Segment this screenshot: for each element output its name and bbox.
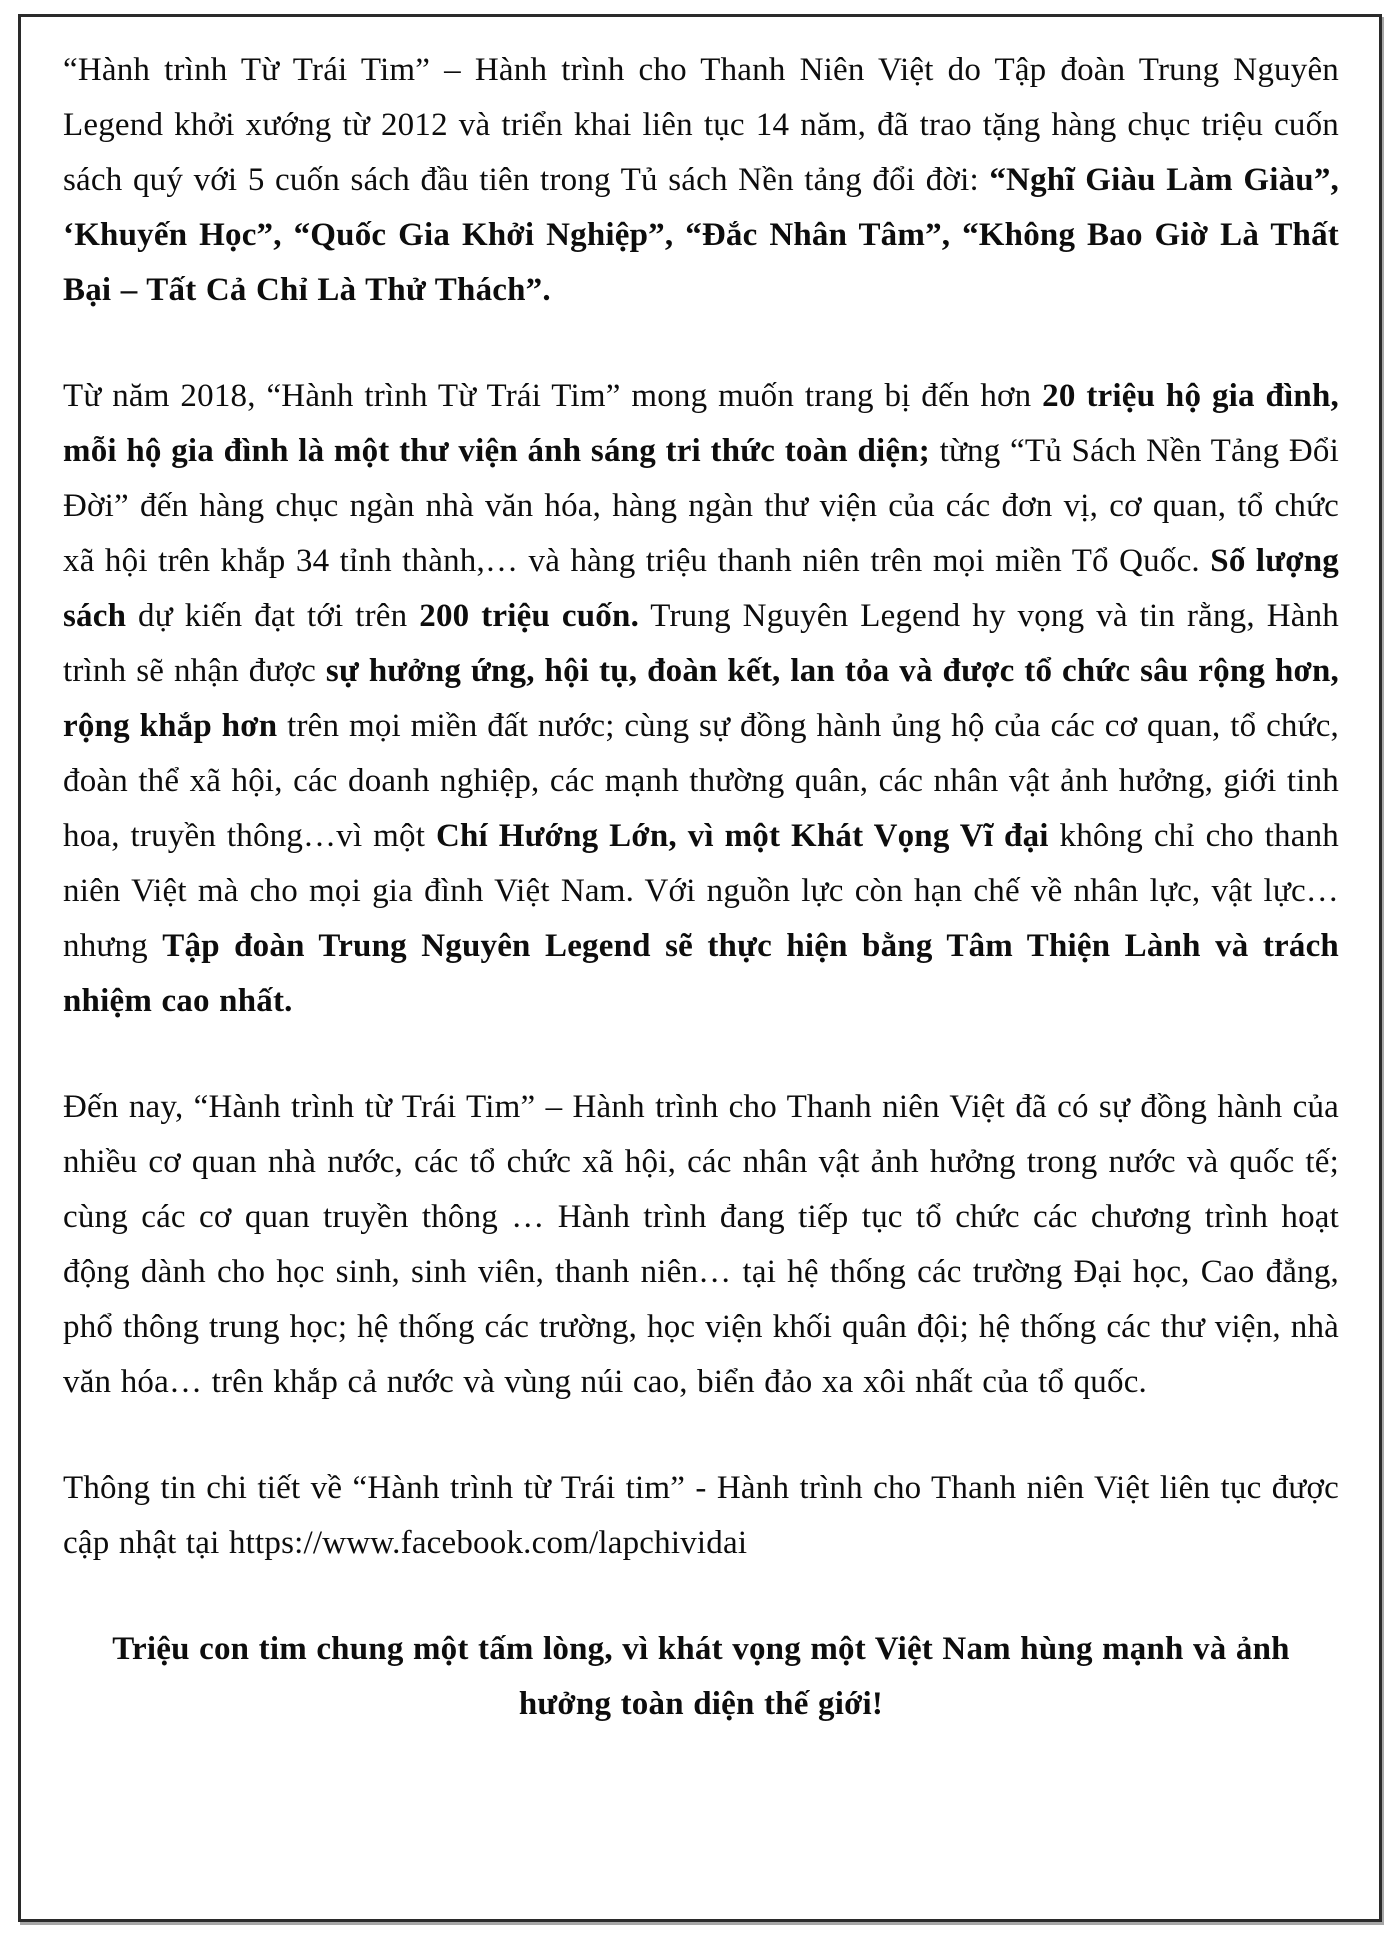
paragraph — [63, 1080, 1339, 1410]
bold-text-run: Chí Hướng Lớn, vì một Khát Vọng Vĩ đại — [435, 818, 1049, 854]
paragraph — [63, 1622, 1339, 1732]
bold-text-run: Triệu con tim chung một tấm lòng, vì khát vọng một Việt Nam hùng mạnh và ảnh hưởng toàn diện thế giới! — [112, 1631, 1290, 1722]
text-run: “Hành trình Từ Trái Tim” – Hành trình cho Thanh Niên Việt do Tập đoàn Trung Nguyên Legend khởi xướng từ 2012 và triển khai liên tục 14 năm, đã trao tặng hàng chục triệu cuốn sách quý với 5 cuốn sách đầu tiên trong Tủ sách Nền tảng đổi đời: — [63, 52, 1339, 198]
text-run: Đến nay, “Hành trình từ Trái Tim” – Hành trình cho Thanh niên Việt đã có sự đồng hành của nhiều cơ quan nhà nước, các tổ chức xã hội, các nhân vật ảnh hưởng trong nước và quốc tế; cùng các cơ quan truyền thông … Hành trình đang tiếp tục tổ chức các chương trình hoạt động dành cho học sinh, sinh viên, thanh niên… tại hệ thống các trường Đại học, Cao đẳng, phổ thông trung học; hệ thống các trường, học viện khối quân đội; hệ thống các thư viện, nhà văn hóa… trên khắp cả nước và vùng núi cao, biển đảo xa xôi nhất của tổ quốc. — [63, 1089, 1339, 1400]
text-run: từng “Tủ Sách Nền Tảng Đổi Đời” đến hàng chục ngàn nhà văn hóa, hàng ngàn thư viện của các đơn vị, cơ quan, tổ chức xã hội trên khắp 34 tỉnh thành,… và hàng triệu thanh niên trên mọi miền Tổ Quốc. — [63, 433, 1339, 579]
text-run: Trung Nguyên Legend hy vọng và tin rằng, Hành trình sẽ nhận được — [63, 598, 1339, 689]
document-page-frame — [18, 14, 1382, 1922]
bold-text-run: sự hưởng ứng, hội tụ, đoàn kết, lan tỏa và được tổ chức sâu rộng hơn, rộng khắp hơn — [63, 653, 1339, 744]
text-run: dự kiến đạt tới trên — [126, 598, 420, 634]
bold-text-run: Tập đoàn Trung Nguyên Legend sẽ thực hiện bằng Tâm Thiện Lành và trách nhiệm cao nhất. — [63, 928, 1339, 1019]
bold-text-run: 20 triệu hộ gia đình, mỗi hộ gia đình là một thư viện ánh sáng tri thức toàn diện; — [63, 378, 1339, 469]
text-run: Thông tin chi tiết về “Hành trình từ Trái tim” - Hành trình cho Thanh niên Việt liên tục được cập nhật tại https://www.facebook.com/lapchividai — [63, 1470, 1339, 1561]
paragraph — [63, 43, 1339, 318]
text-run: Từ năm 2018, “Hành trình Từ Trái Tim” mong muốn trang bị đến hơn — [63, 378, 1043, 414]
paragraph — [63, 1461, 1339, 1571]
paragraph — [63, 369, 1339, 1029]
text-run: không chỉ cho thanh niên Việt mà cho mọi gia đình Việt Nam. Với nguồn lực còn hạn chế về nhân lực, vật lực…nhưng — [63, 818, 1339, 964]
bold-text-run: “Nghĩ Giàu Làm Giàu”, ‘Khuyến Học”, “Quốc Gia Khởi Nghiệp”, “Đắc Nhân Tâm”, “Không Bao Giờ Là Thất Bại – Tất Cả Chỉ Là Thử Thách”. — [63, 162, 1339, 308]
bold-text-run: 200 triệu cuốn. — [419, 598, 640, 634]
text-run: trên mọi miền đất nước; cùng sự đồng hành ủng hộ của các cơ quan, tổ chức, đoàn thể xã hội, các doanh nghiệp, các mạnh thường quân, các nhân vật ảnh hưởng, giới tinh hoa, truyền thông…vì một — [63, 708, 1339, 854]
document-body — [63, 43, 1339, 1783]
bold-text-run: Số lượng sách — [63, 543, 1339, 634]
